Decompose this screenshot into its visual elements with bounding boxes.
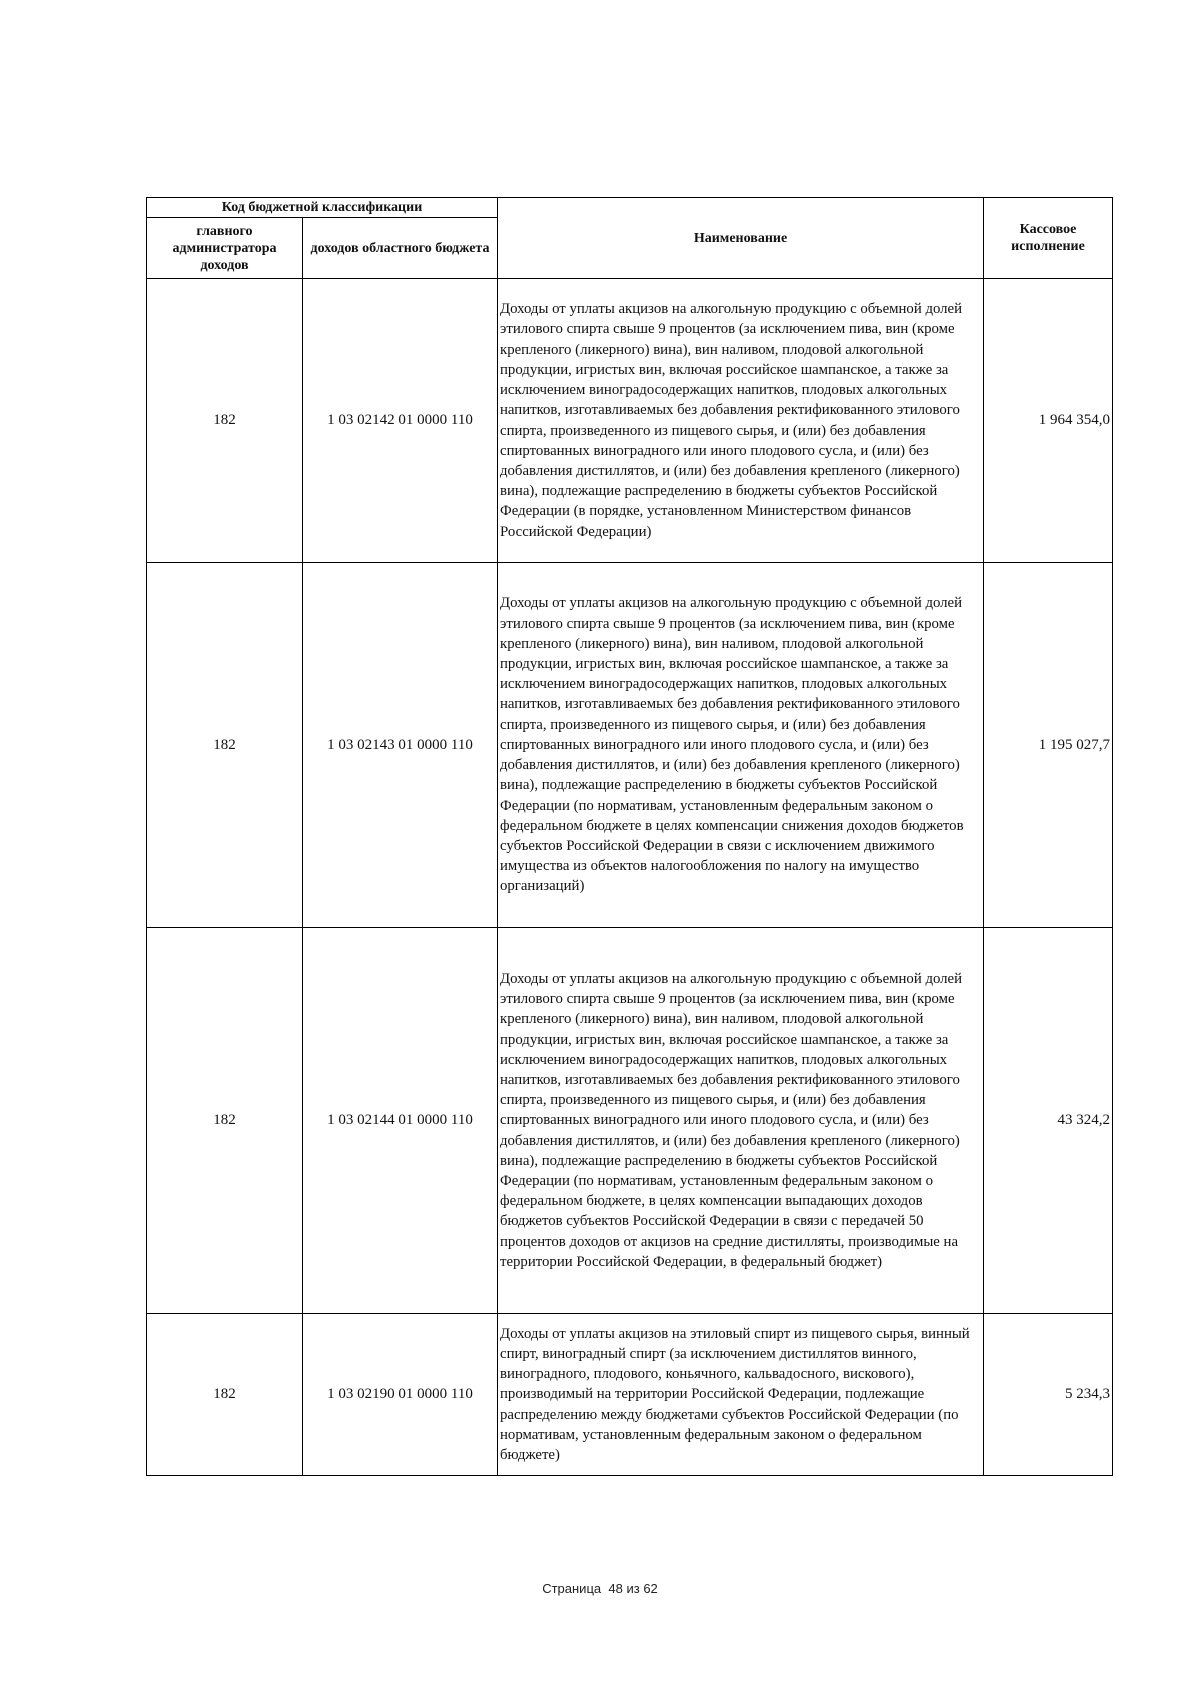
header-name: Наименование [498,198,984,279]
admin-code-cell: 182 [147,928,303,1314]
admin-code-cell: 182 [147,279,303,563]
table-row [147,279,1113,563]
budget-code-cell: 1 03 02142 01 0000 110 [303,279,498,563]
budget-code-cell: 1 03 02190 01 0000 110 [303,1314,498,1476]
budget-income-table [146,197,1113,1476]
cash-execution-cell: 5 234,3 [984,1314,1113,1476]
table-row [147,1314,1113,1476]
admin-code-cell: 182 [147,563,303,928]
income-name-cell: Доходы от уплаты акцизов на алкогольную продукцию с объемной долей этилового спирта свыше 9 процентов (за исключением пива, вин (кроме крепленого (ликерного) вина), вин наливом, плодовой алкогольной продукции, игристых вин, включая российское шампанское, а также за исключением виноградосодержащих напитков, плодовых алкогольных напитков, изготавливаемых без добавления ректификованного этилового спирта, произведенного из пищевого сырья, и (или) без добавления спиртованных виноградного или иного плодового сусла, и (или) без добавления дистиллятов, и (или) без добавления крепленого (ликерного) вина), подлежащие распределению в бюджеты субъектов Российской Федерации (по нормативам, установленным федеральным законом о федеральном бюджете в целях компенсации снижения доходов бюджетов субъектов Российской Федерации в связи с исключением движимого имущества из объектов налогообложения по налогу на имущество организаций) [498,563,984,928]
page-number: 48 [608,1581,623,1596]
cash-execution-cell: 43 324,2 [984,928,1113,1314]
cash-execution-cell: 1 964 354,0 [984,279,1113,563]
page-label: Страница [542,1581,602,1596]
income-name-cell: Доходы от уплаты акцизов на алкогольную продукцию с объемной долей этилового спирта свыше 9 процентов (за исключением пива, вин (кроме крепленого (ликерного) вина), вин наливом, плодовой алкогольной продукции, игристых вин, включая российское шампанское, а также за исключением виноградосодержащих напитков, плодовых алкогольных напитков, изготавливаемых без добавления ректификованного этилового спирта, произведенного из пищевого сырья, и (или) без добавления спиртованных виноградного или иного плодового сусла, и (или) без добавления дистиллятов, и (или) без добавления крепленого (ликерного) вина), подлежащие распределению в бюджеты субъектов Российской Федерации (в порядке, установленном Министерством финансов Российской Федерации) [498,279,984,563]
budget-code-cell: 1 03 02143 01 0000 110 [303,563,498,928]
header-cash-execution: Кассовое исполнение [984,198,1113,279]
income-name-cell: Доходы от уплаты акцизов на алкогольную продукцию с объемной долей этилового спирта свыше 9 процентов (за исключением пива, вин (кроме крепленого (ликерного) вина), вин наливом, плодовой алкогольной продукции, игристых вин, включая российское шампанское, а также за исключением виноградосодержащих напитков, плодовых алкогольных напитков, изготавливаемых без добавления ректификованного этилового спирта, произведенного из пищевого сырья, и (или) без добавления спиртованных виноградного или иного плодового сусла, и (или) без добавления дистиллятов, и (или) без добавления крепленого (ликерного) вина), подлежащие распределению в бюджеты субъектов Российской Федерации (по нормативам, установленным федеральным законом о федеральном бюджете, в целях компенсации выпадающих доходов бюджетов субъектов Российской Федерации в связи с передачей 50 процентов доходов от акцизов на средние дистилляты, производимые на территории Российской Федерации, в федеральный бюджет) [498,928,984,1314]
page-of-label: из [626,1581,640,1596]
header-budget-classification-code: Код бюджетной классификации [147,198,498,218]
budget-code-cell: 1 03 02144 01 0000 110 [303,928,498,1314]
table-row [147,563,1113,928]
table-row [147,928,1113,1314]
header-main-administrator: главного администратора доходов [147,218,303,279]
cash-execution-cell: 1 195 027,7 [984,563,1113,928]
page-footer [0,1581,1200,1596]
admin-code-cell: 182 [147,1314,303,1476]
header-regional-budget-income: доходов областного бюджета [303,218,498,279]
income-name-cell: Доходы от уплаты акцизов на этиловый спирт из пищевого сырья, винный спирт, виноградный спирт (за исключением дистиллятов винного, виноградного, плодового, коньячного, кальвадосного, вискового), производимый на территории Российской Федерации, подлежащие распределению между бюджетами субъектов Российской Федерации (по нормативам, установленным федеральным законом о федеральном бюджете) [498,1314,984,1476]
page-total: 62 [643,1581,658,1596]
